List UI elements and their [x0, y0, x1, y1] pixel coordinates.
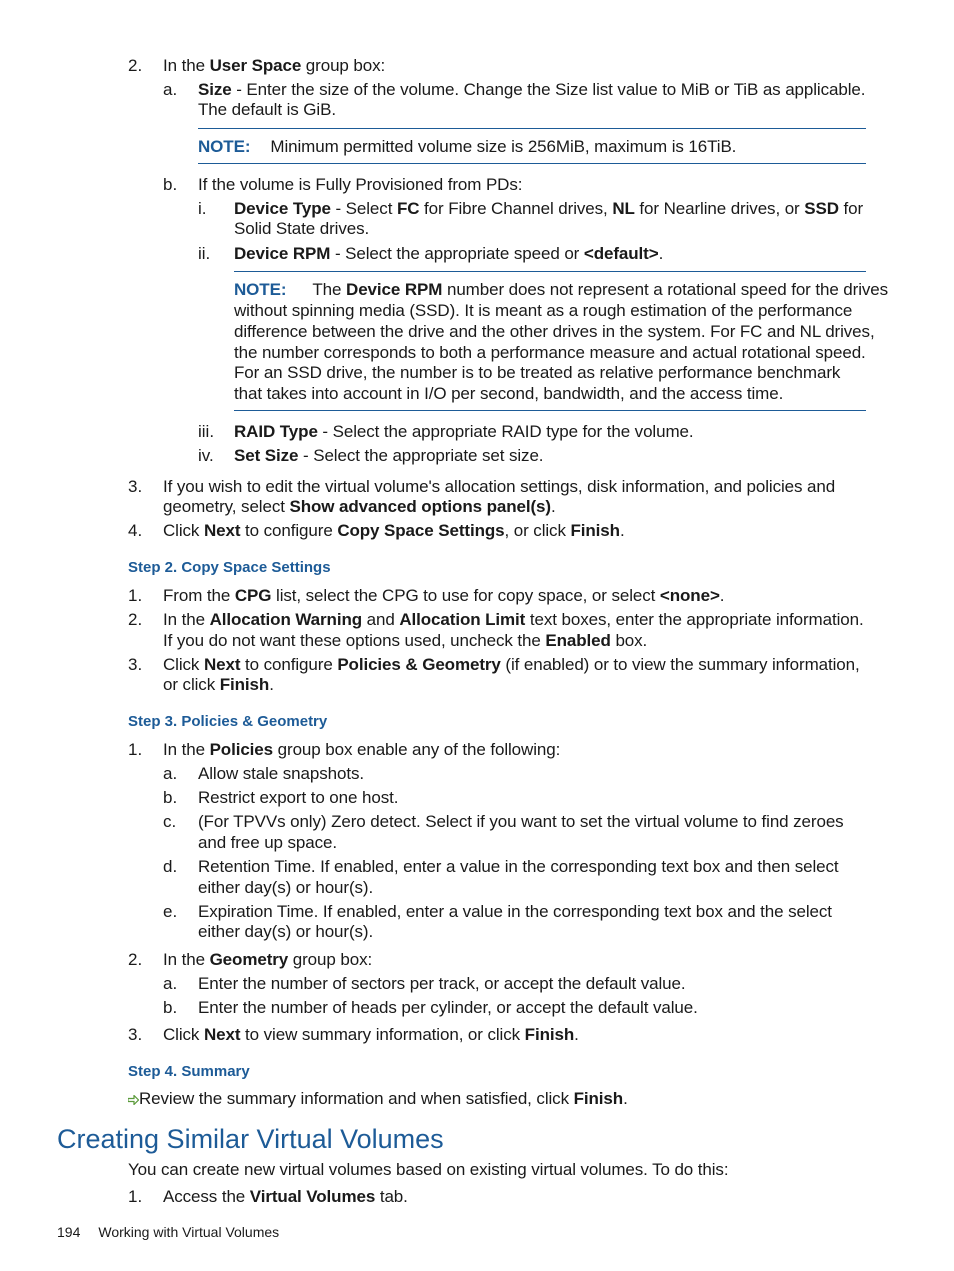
step-heading: Step 4. Summary [128, 1063, 250, 1080]
list-item: Device Type - Select FC for Fibre Channel drives, NL for Nearline drives, or SSD for [234, 199, 864, 218]
list-roman: iv. [198, 446, 214, 465]
list-item: In the Allocation Warning and Allocation Limit text boxes, enter the appropriate information. [163, 610, 864, 629]
note-top-rule [234, 271, 866, 272]
list-letter: b. [163, 788, 178, 807]
page-number: 194 [57, 1224, 81, 1240]
list-item: Restrict export to one host. [198, 788, 399, 807]
note-line: difference between the drive and the other drives in the system. For FC and NL drives, [234, 322, 875, 341]
list-item: Retention Time. If enabled, enter a value in the corresponding text box and then select [198, 857, 839, 876]
list-item: Enter the number of sectors per track, or accept the default value. [198, 974, 686, 993]
list-roman: iii. [198, 422, 215, 441]
list-item-continuation: If you do not want these options used, uncheck the Enabled box. [163, 631, 648, 650]
list-item-continuation: either day(s) or hour(s). [198, 878, 374, 897]
list-letter: b. [163, 175, 178, 194]
note: NOTE: Minimum permitted volume size is 256MiB, maximum is 16TiB. [198, 137, 737, 156]
note-top-rule [198, 128, 866, 129]
list-letter: a. [163, 974, 178, 993]
list-item: Device RPM - Select the appropriate speed or <default>. [234, 244, 664, 263]
list-roman: i. [198, 199, 207, 218]
list-item: Size - Enter the size of the volume. Change the Size list value to MiB or TiB as applicable. [198, 80, 866, 99]
list-item: In the Geometry group box: [163, 950, 373, 969]
list-number: 2. [128, 610, 143, 629]
list-item: If the volume is Fully Provisioned from PDs: [198, 175, 523, 194]
list-number: 1. [128, 740, 143, 759]
list-item-continuation: either day(s) or hour(s). [198, 922, 374, 941]
list-number: 3. [128, 655, 143, 674]
list-letter: b. [163, 998, 178, 1017]
note-bottom-rule [234, 410, 866, 411]
list-item: (For TPVVs only) Zero detect. Select if you want to set the virtual volume to find zeroes [198, 812, 844, 831]
list-letter: c. [163, 812, 177, 831]
list-item-continuation: geometry, select Show advanced options panel(s). [163, 497, 556, 516]
list-letter: a. [163, 764, 178, 783]
list-number: 1. [128, 586, 143, 605]
list-item-continuation: Solid State drives. [234, 219, 370, 238]
list-number: 2. [128, 950, 143, 969]
list-item: Enter the number of heads per cylinder, or accept the default value. [198, 998, 698, 1017]
note-line: the number corresponds to both a performance measure and actual rotational speed. [234, 343, 866, 362]
note-line: For an SSD drive, the number is to be treated as relative performance benchmark [234, 363, 841, 382]
list-roman: ii. [198, 244, 211, 263]
note-bottom-rule [198, 163, 866, 164]
list-item: From the CPG list, select the CPG to use for copy space, or select <none>. [163, 586, 725, 605]
list-letter: d. [163, 857, 178, 876]
list-item: Click Next to configure Copy Space Settings, or click Finish. [163, 521, 625, 540]
list-letter: a. [163, 80, 178, 99]
list-number: 4. [128, 521, 143, 540]
note: NOTE: The Device RPM number does not represent a rotational speed for the drives [234, 280, 889, 299]
list-letter: e. [163, 902, 178, 921]
arrow-right-icon [128, 1095, 139, 1105]
section-intro: You can create new virtual volumes based on existing virtual volumes. To do this: [128, 1160, 729, 1179]
list-item: Set Size - Select the appropriate set size. [234, 446, 544, 465]
list-item: Access the Virtual Volumes tab. [163, 1187, 408, 1206]
list-item: Allow stale snapshots. [198, 764, 364, 783]
list-item: Click Next to view summary information, or click Finish. [163, 1025, 579, 1044]
page-footer [57, 1224, 279, 1240]
note-line: without spinning media (SSD). It is meant as a rough estimation of the performance [234, 301, 853, 320]
note-line: that takes into account in I/O per second, bandwidth, and the access time. [234, 384, 784, 403]
list-number: 2. [128, 56, 143, 75]
list-item: In the Policies group box enable any of the following: [163, 740, 561, 759]
result-line: Review the summary information and when satisfied, click Finish. [128, 1089, 628, 1110]
list-item: If you wish to edit the virtual volume's allocation settings, disk information, and policies and [163, 477, 836, 496]
list-item: Expiration Time. If enabled, enter a value in the corresponding text box and the select [198, 902, 832, 921]
list-item: RAID Type - Select the appropriate RAID type for the volume. [234, 422, 694, 441]
list-number: 1. [128, 1187, 143, 1206]
step-heading: Step 3. Policies & Geometry [128, 713, 328, 730]
list-item-continuation: and free up space. [198, 833, 338, 852]
list-item-continuation: or click Finish. [163, 675, 274, 694]
step-heading: Step 2. Copy Space Settings [128, 559, 331, 576]
section-title: Creating Similar Virtual Volumes [57, 1124, 444, 1154]
list-item: Click Next to configure Policies & Geometry (if enabled) or to view the summary information, [163, 655, 860, 674]
list-item: In the User Space group box: [163, 56, 386, 75]
list-number: 3. [128, 477, 143, 496]
chapter-title: Working with Virtual Volumes [98, 1224, 280, 1240]
list-number: 3. [128, 1025, 143, 1044]
list-item-continuation: The default is GiB. [198, 100, 336, 119]
